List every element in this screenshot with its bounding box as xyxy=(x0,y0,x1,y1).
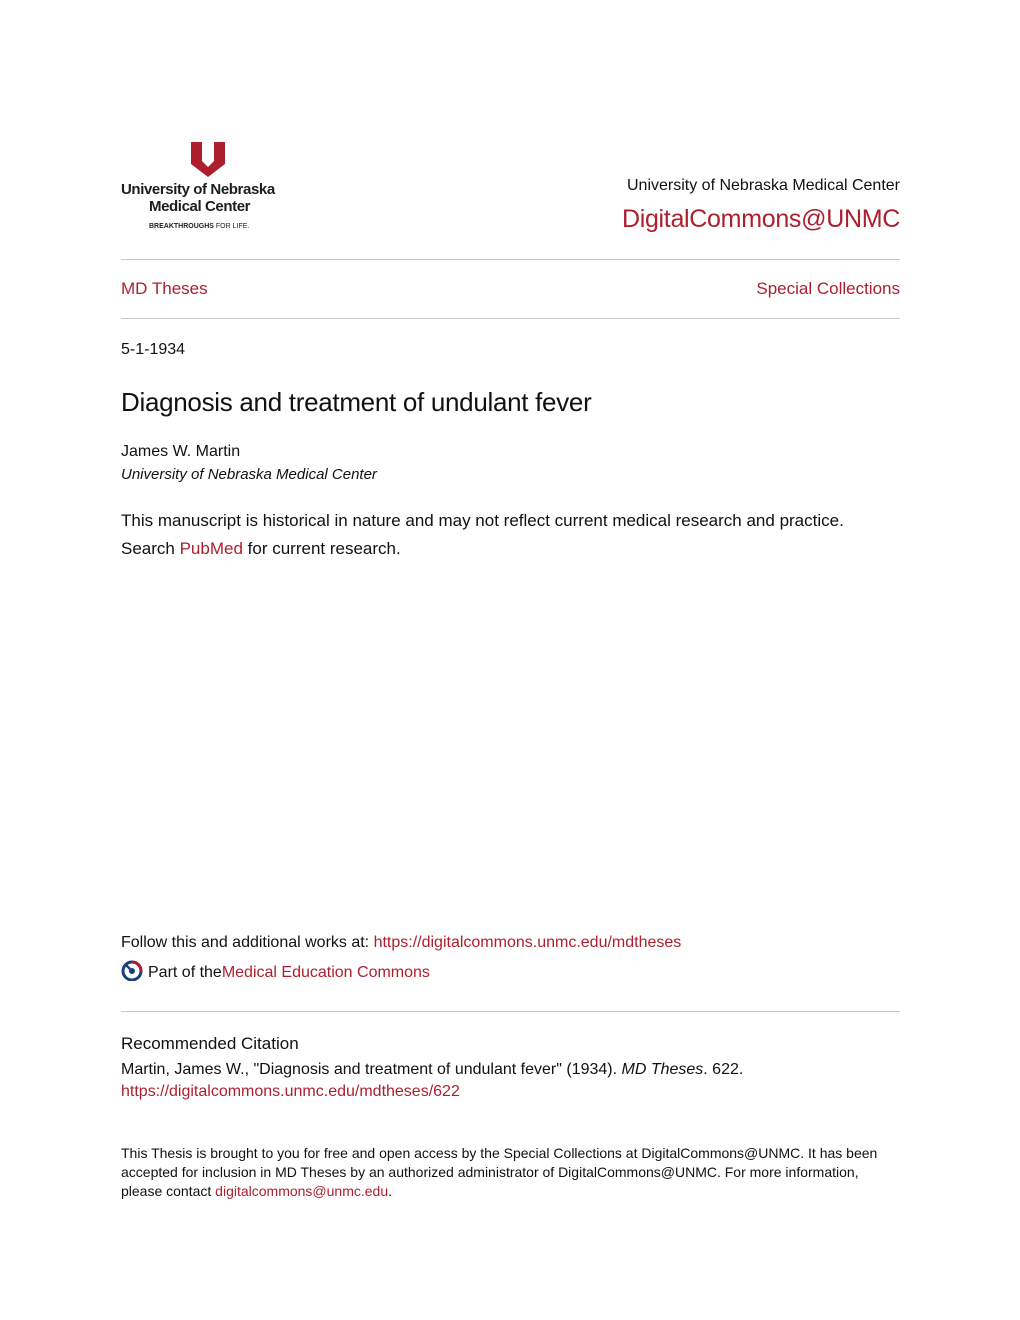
citation-text xyxy=(121,1059,743,1103)
footer-end: . xyxy=(388,1183,393,1199)
follow-label: Follow this and additional works at: xyxy=(121,934,374,951)
disclaimer-text xyxy=(121,507,881,563)
special-collections-link[interactable]: Special Collections xyxy=(756,279,900,298)
institution-name: University of Nebraska Medical Center xyxy=(627,177,900,194)
citation-divider xyxy=(121,1011,900,1012)
document-title: Diagnosis and treatment of undulant fever xyxy=(121,387,592,417)
citation-post: . 622. xyxy=(703,1061,744,1078)
citation-heading: Recommended Citation xyxy=(121,1034,299,1053)
footer-text: This Thesis is brought to you for free and open access by the Special Collections at DigitalCommons@UNMC. It has been accepted for inclusion in MD Theses by an authorized administrator of DigitalCommons@UNMC. For more information, please contact xyxy=(121,1145,878,1199)
logo-tagline xyxy=(149,223,249,230)
author-name: James W. Martin xyxy=(121,443,241,460)
unmc-logo[interactable] xyxy=(121,140,297,235)
disclaimer-pre: This manuscript is historical in nature and may not reflect current medical research and practice. Search xyxy=(121,511,844,558)
part-of-line xyxy=(121,962,430,984)
footer-notice xyxy=(121,1144,891,1201)
medical-education-commons-link[interactable]: Medical Education Commons xyxy=(221,964,430,981)
contact-email-link[interactable]: digitalcommons@unmc.edu xyxy=(215,1183,389,1199)
network-icon xyxy=(121,959,143,981)
logo-line2: Medical Center xyxy=(149,198,251,215)
logo-line1: University of Nebraska xyxy=(121,181,275,198)
disclaimer-post: for current research. xyxy=(242,539,401,558)
citation-pre: Martin, James W., "Diagnosis and treatment of undulant fever" (1934). xyxy=(121,1061,622,1078)
collection-url-link[interactable]: https://digitalcommons.unmc.edu/mdtheses xyxy=(373,934,682,951)
pubmed-link[interactable]: PubMed xyxy=(179,539,243,558)
logo-tagline-rest: FOR LIFE. xyxy=(213,223,250,230)
author-affiliation: University of Nebraska Medical Center xyxy=(121,466,377,483)
md-theses-link[interactable]: MD Theses xyxy=(121,279,208,298)
repository-link[interactable]: DigitalCommons@UNMC xyxy=(621,205,900,233)
part-of-label: Part of the xyxy=(148,964,222,981)
follow-line xyxy=(121,934,681,952)
citation-url-link[interactable]: https://digitalcommons.unmc.edu/mdtheses/622 xyxy=(121,1083,460,1100)
publication-date: 5-1-1934 xyxy=(121,341,186,358)
unmc-shield-icon xyxy=(189,140,227,178)
nav-divider xyxy=(121,318,900,319)
logo-tagline-bold: BREAKTHROUGHS xyxy=(149,223,214,230)
citation-series: MD Theses xyxy=(621,1061,704,1078)
cover-page xyxy=(121,0,900,1320)
header-divider xyxy=(121,259,900,260)
